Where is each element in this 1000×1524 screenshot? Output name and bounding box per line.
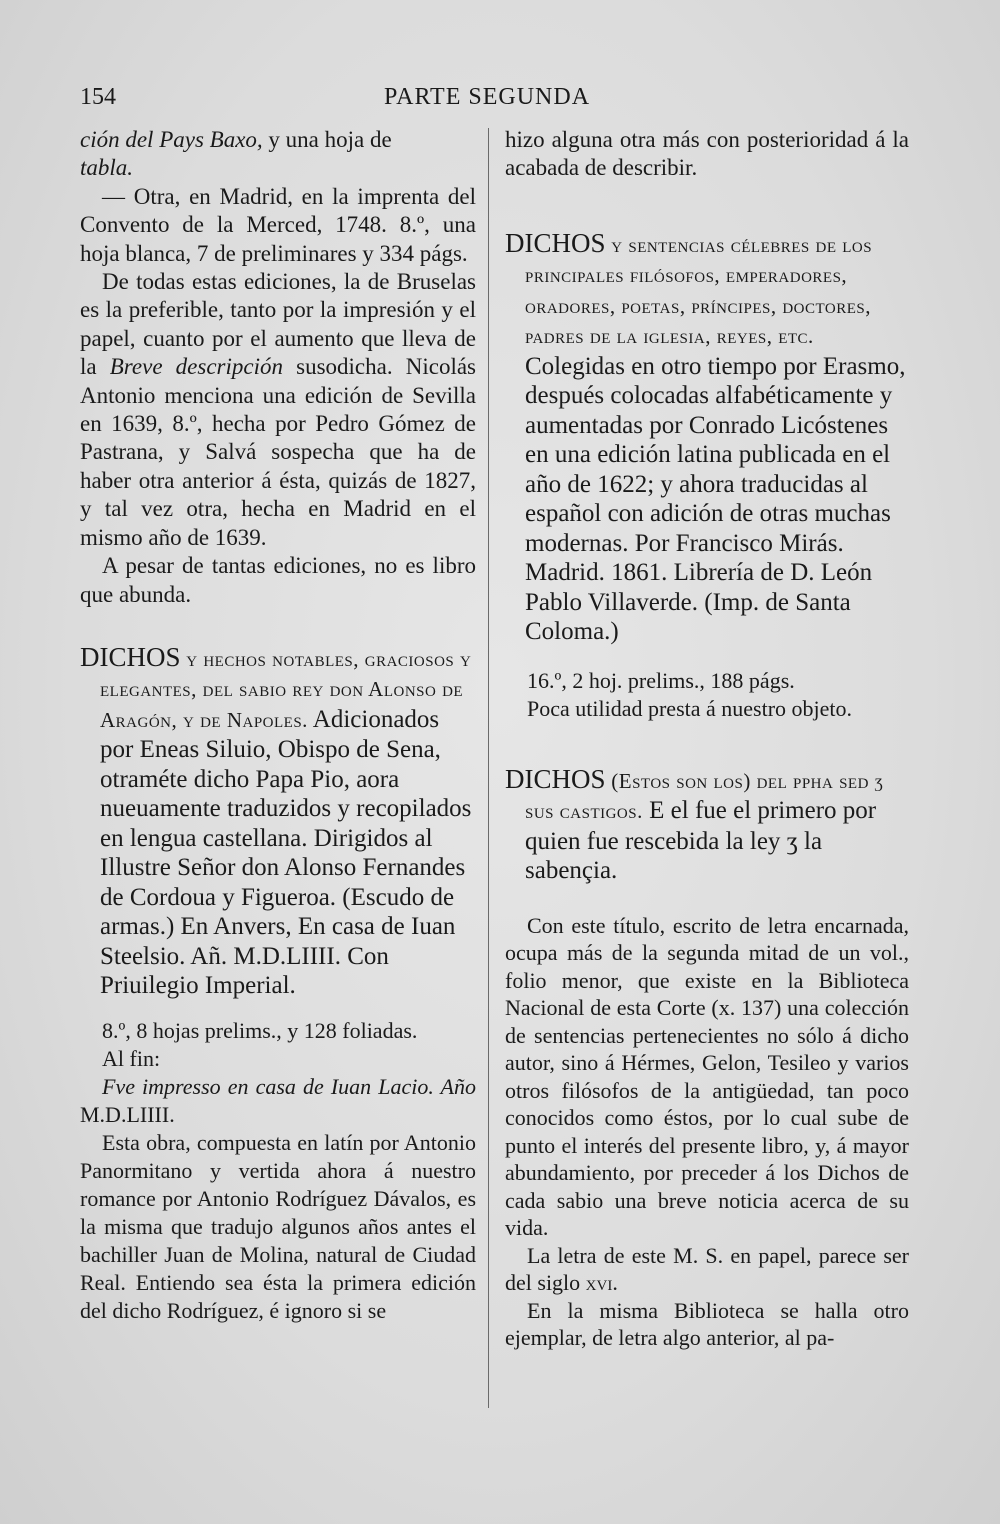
paragraph: ción del Pays Baxo, y una hoja de tabla. bbox=[80, 127, 392, 181]
paragraph: La letra de este M. S. en papel, parece ser del siglo xvi. bbox=[505, 1242, 909, 1296]
entry-notes bbox=[505, 667, 909, 723]
colophon-label: Al fin: bbox=[102, 1045, 161, 1071]
entry-notes bbox=[505, 912, 909, 1352]
paragraph: Esta obra, compuesta en latín por Antonio Panormitano y vertida ahora á nuestro romance por Antonio Rodríguez Dávalos, es la misma que tradujo algunos años antes el bachiller Juan de Molina, natural de Ciudad Real. Entiendo sea ésta la primera edición del dicho Rodríguez, é ignoro si se bbox=[80, 1129, 476, 1323]
bibliography-entry bbox=[505, 765, 909, 886]
column-divider bbox=[488, 128, 489, 1408]
bibliography-entry bbox=[505, 229, 909, 647]
entry-notes bbox=[80, 1017, 476, 1325]
collation-note: 16.º, 2 hoj. prelims., 188 págs. bbox=[527, 667, 795, 693]
entry-title: E el fue el primero por quien fue rescebida la ley ʒ la sabençia. bbox=[525, 797, 877, 885]
entry-headword: DICHOS bbox=[505, 227, 606, 258]
page-number: 154 bbox=[80, 84, 116, 110]
bibliography-entry bbox=[80, 643, 476, 1001]
entry-title: Colegidas en otro tiempo por Erasmo, después colocadas alfabéticamente y aumentadas por Conrado Licóstenes en una edición latina publicada en el año de 1622; y ahora traducidas al español con adición de otras muchas modernas. Por Francisco Mirás. Madrid. 1861. Librería de D. León Pablo Villaverde. (Imp. de Santa Coloma.) bbox=[525, 352, 906, 646]
left-column bbox=[80, 126, 476, 1325]
paragraph: Con este título, escrito de letra encarnada, ocupa más de la segunda mitad de un vol., folio menor, que existe en la Biblioteca Nacional de esta Corte (x. 137) una colección de sentencias pertenecientes no sólo á dicho autor, sino á Hérmes, Gelon, Tesileo y varios otros filósofos de la antigüedad, tan poco conocidos como éstos, por lo cual sube de punto el interés del presente libro, y, á mayor abundamiento, por preceder á los Dichos de cada sabio una breve noticia acerca de su vida. bbox=[505, 912, 909, 1241]
entry-title: Adicionados por Eneas Siluio, Obispo de Sena, otraméte dicho Papa Pio, aora nueuamente traduzidos y recopilados en lengua castellana. Dirigidos al Illustre Señor don Alonso Fernandes de Cordoua y Figueroa. (Escudo de armas.) En Anvers, En casa de Iuan Steelsio. Añ. M.D.LIIII. Con Priuilegio Imperial. bbox=[100, 705, 472, 1000]
right-column bbox=[505, 126, 909, 1352]
page-header bbox=[0, 84, 1000, 114]
paragraph: A pesar de tantas ediciones, no es libro que abunda. bbox=[80, 553, 476, 607]
entry-title-smallcaps: (Estos son los) del ppha sed ʒ sus castigos. bbox=[525, 768, 884, 824]
paragraph: En la misma Biblioteca se halla otro ejemplar, de letra algo anterior, al pa- bbox=[505, 1297, 909, 1351]
paragraph: De todas estas ediciones, la de Bruselas es la preferible, tanto por la impresión y el papel, cuanto por el aumento que lleva de la Breve descripción susodicha. Nicolás Antonio menciona una edición de Sevilla en 1639, 8.º, hecha por Pedro Gómez de Pastrana, y Salvá sospecha que ha de haber otra anterior á ésta, quizás de 1827, y tal vez otra, hecha en Madrid en el mismo año de 1639. bbox=[80, 269, 476, 550]
entry-headword: DICHOS bbox=[505, 763, 606, 794]
paragraph: hizo alguna otra más con posterioridad á la acabada de describir. bbox=[505, 127, 909, 181]
entry-title-smallcaps: y sentencias célebres de los principales filósofos, emperadores, oradores, poetas, príncipes, doctores, padres de la iglesia, reyes, etc. bbox=[525, 232, 873, 349]
comment: Poca utilidad presta á nuestro objeto. bbox=[527, 695, 853, 721]
entry-headword: DICHOS bbox=[80, 641, 181, 672]
paragraph: — Otra, en Madrid, en la imprenta del Convento de la Merced, 1748. 8.º, una hoja blanca, 7 de preliminares y 334 págs. bbox=[80, 183, 476, 266]
entry-title-smallcaps: y hechos notables, graciosos y elegantes, del sabio rey don Alonso de Aragón, y de Napoles. bbox=[100, 646, 472, 732]
running-title: PARTE SEGUNDA bbox=[384, 84, 591, 110]
collation-note: 8.º, 8 hojas prelims., y 128 foliadas. bbox=[102, 1017, 418, 1043]
colophon: Fve impresso en casa de Iuan Lacio. Año M.D.LIIII. bbox=[80, 1073, 476, 1127]
